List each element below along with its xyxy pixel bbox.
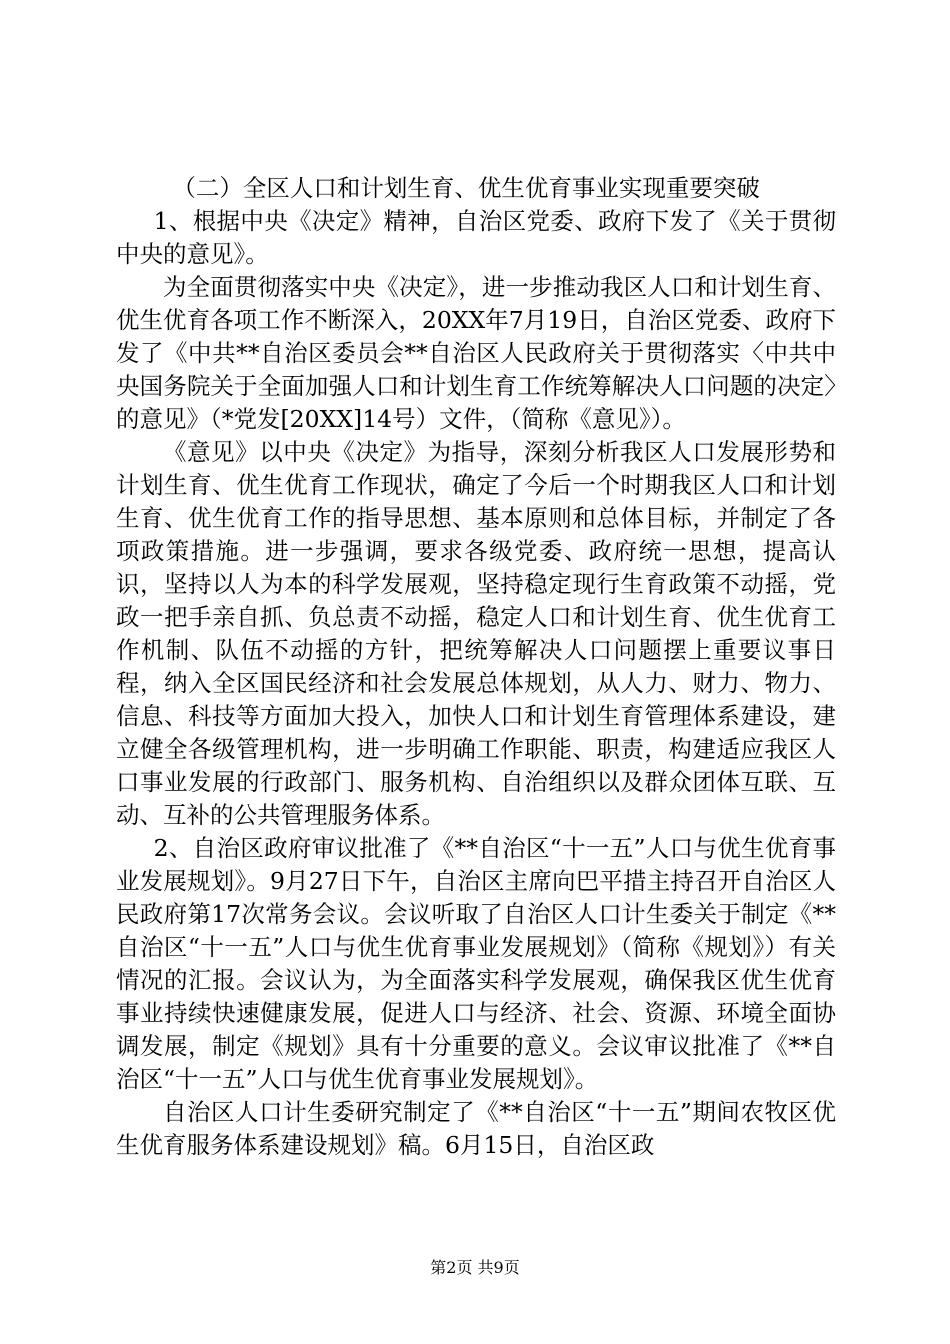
page-footer: 第2页 共9页	[430, 1258, 520, 1277]
section-heading: （二）全区人口和计划生育、优生优育事业实现重要突破	[172, 174, 760, 202]
document-body	[116, 172, 836, 1162]
paragraph-body: 为全面贯彻落实中央《决定》，进一步推动我区人口和计划生育、优生优育各项工作不断深入，20XX年7月19日，自治区党委、政府下发了《中共**自治区委员会**自治区人民政府关于贯彻落实〈中共中央国务院关于全面加强人口和计划生育工作统筹解决人口问题的决定〉的意见》（*党发[20XX]14号）文件，（简称《意见》）。	[116, 273, 836, 433]
paragraph-body: 自治区人口计生委研究制定了《**自治区“十一五”期间农牧区优生优育服务体系建设规划》稿。6月15日，自治区政	[116, 1098, 836, 1159]
paragraph-item-1: 1、根据中央《决定》精神，自治区党委、政府下发了《关于贯彻中央的意见》。	[116, 207, 836, 268]
paragraph-item-2: 2、自治区政府审议批准了《**自治区“十一五”人口与优生优育事业发展规划》。9月27日下午，自治区主席向巴平措主持召开自治区人民政府第17次常务会议。会议听取了自治区人口计生委关于制定《**自治区“十一五”人口与优生优育事业发展规划》（简称《规划》）有关情况的汇报。会议认为，为全面落实科学发展观，确保我区优生优育事业持续快速健康发展，促进人口与经济、社会、资源、环境全面协调发展，制定《规划》具有十分重要的意义。会议审议批准了《**自治区“十一五”人口与优生优育事业发展规划》。	[116, 834, 836, 1093]
paragraph-body: 《意见》以中央《决定》为指导，深刻分析我区人口发展形势和计划生育、优生优育工作现状，确定了今后一个时期我区人口和计划生育、优生优育工作的指导思想、基本原则和总体目标，并制定了各项政策措施。进一步强调，要求各级党委、政府统一思想，提高认识，坚持以人为本的科学发展观，坚持稳定现行生育政策不动摇，党政一把手亲自抓、负总责不动摇，稳定人口和计划生育、优生优育工作机制、队伍不动摇的方针，把统筹解决人口问题摆上重要议事日程，纳入全区国民经济和社会发展总体规划，从人力、财力、物力、信息、科技等方面加大投入，加快人口和计划生育管理体系建设，建立健全各级管理机构，进一步明确工作职能、职责，构建适应我区人口事业发展的行政部门、服务机构、自治组织以及群众团体互联、互动、互补的公共管理服务体系。	[116, 438, 836, 829]
